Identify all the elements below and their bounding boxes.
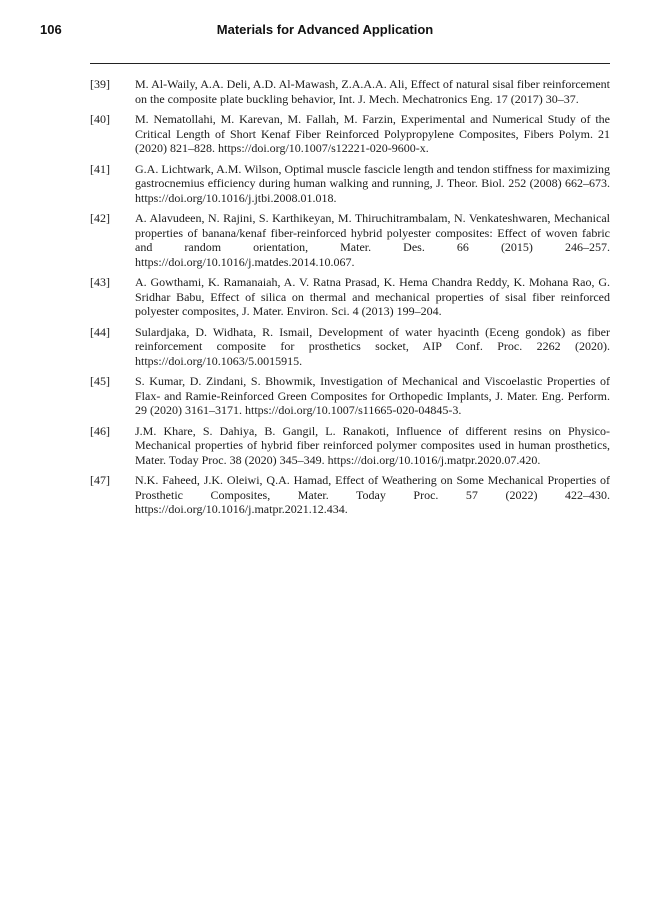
reference-list xyxy=(90,77,610,523)
reference-text: Sulardjaka, D. Widhata, R. Ismail, Development of water hyacinth (Eceng gondok) as fiber reinforcement composite for prosthetics socket, AIP Conf. Proc. 2262 (2020). https://doi.org/10.1063/5.0015915. xyxy=(135,324,610,368)
page-number: 106 xyxy=(40,22,62,37)
reference-item-39 xyxy=(90,77,610,106)
reference-text: M. Nematollahi, M. Karevan, M. Fallah, M. Farzin, Experimental and Numerical Study of the Critical Length of Short Kenaf Fiber Reinforced Polypropylene Composites, Fibers Polym. 21 (2020) 821–828. https://doi.org/10.1007/s12221-020-9600-x. xyxy=(135,112,610,155)
reference-item-42 xyxy=(90,211,610,269)
reference-number: [46] xyxy=(90,423,110,438)
reference-item-45 xyxy=(90,374,610,418)
reference-number: [40] xyxy=(90,112,110,126)
reference-item-43 xyxy=(90,275,610,319)
reference-item-44 xyxy=(90,325,610,369)
running-title: Materials for Advanced Application xyxy=(216,22,434,37)
reference-number: [47] xyxy=(90,473,110,487)
reference-item-41 xyxy=(90,162,610,206)
reference-number: [41] xyxy=(90,161,110,176)
reference-text: M. Al-Waily, A.A. Deli, A.D. Al-Mawash, Z.A.A.A. Ali, Effect of natural sisal fiber reinforcement on the composite plate buckling behavior, Int. J. Mech. Mechatronics Eng. 17 (2017) 30–37. xyxy=(135,77,610,106)
reference-number: [44] xyxy=(90,324,110,339)
reference-number: [45] xyxy=(90,374,110,388)
reference-item-47 xyxy=(90,473,610,517)
reference-text: A. Alavudeen, N. Rajini, S. Karthikeyan, M. Thiruchitrambalam, N. Venkateshwaren, Mechanical properties of banana/kenaf fiber-reinforced hybrid polyester composites: Effect of woven fabric and random orientation, Mater. Des. 66 (2015) 246–257. https://doi.org/10.1016/j.matdes.2014.10.067. xyxy=(135,211,610,269)
reference-number: [43] xyxy=(90,275,110,289)
reference-text: A. Gowthami, K. Ramanaiah, A. V. Ratna Prasad, K. Hema Chandra Reddy, K. Mohana Rao, G. Sridhar Babu, Effect of silica on thermal and mechanical properties of sisal fiber reinforced polyester composites, J. Mater. Environ. Sci. 4 (2013) 199–204. xyxy=(135,275,610,318)
reference-text: N.K. Faheed, J.K. Oleiwi, Q.A. Hamad, Effect of Weathering on Some Mechanical Properties of Prosthetic Composites, Mater. Today Proc. 57 (2022) 422–430. https://doi.org/10.1016/j.matpr.2021.12.434. xyxy=(135,473,610,516)
reference-text: J.M. Khare, S. Dahiya, B. Gangil, L. Ranakoti, Influence of different resins on Physico-Mechanical properties of hybrid fiber reinforced polymer composites used in human prosthetics, Mater. Today Proc. 38 (2020) 345–349. https://doi.org/10.1016/j.matpr.2020.07.420. xyxy=(135,423,610,467)
reference-item-40 xyxy=(90,112,610,156)
reference-text: S. Kumar, D. Zindani, S. Bhowmik, Investigation of Mechanical and Viscoelastic Properties of Flax- and Ramie-Reinforced Green Composites for Orthopedic Implants, J. Mater. Eng. Perform. 29 (2020) 3161–3171. https://doi.org/10.1007/s11665-020-04845-3. xyxy=(135,374,610,417)
reference-text: G.A. Lichtwark, A.M. Wilson, Optimal muscle fascicle length and tendon stiffness for maximizing gastrocnemius efficiency during human walking and running, J. Theor. Biol. 252 (2008) 662–673. https://doi.org/10.1016/j.jtbi.2008.01.018. xyxy=(135,161,610,205)
reference-item-46 xyxy=(90,424,610,468)
reference-number: [39] xyxy=(90,77,110,91)
page-header xyxy=(40,22,610,42)
reference-number: [42] xyxy=(90,211,110,225)
header-rule xyxy=(90,63,610,64)
